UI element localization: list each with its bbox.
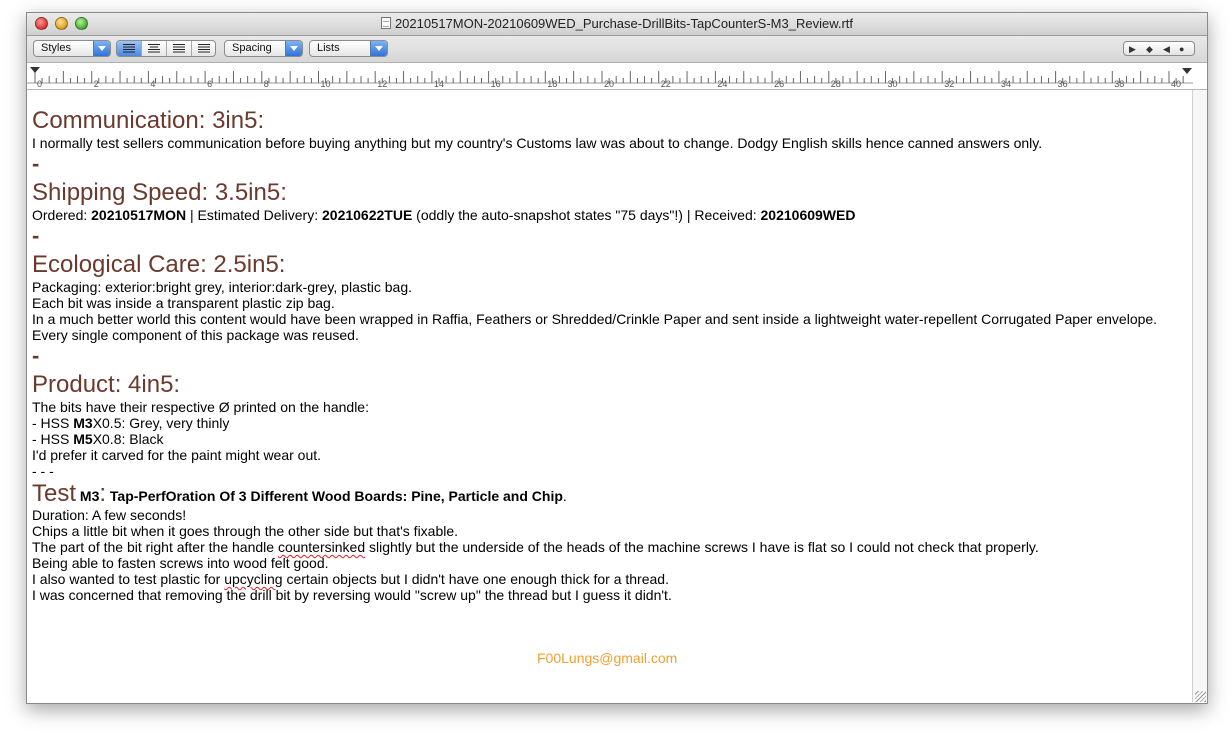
window-title-wrap (27, 16, 1207, 31)
document-window (26, 12, 1208, 704)
ordered-date: 20210517MON (91, 207, 187, 223)
ruler-label: 2 (93, 79, 99, 89)
resize-grip-icon[interactable] (1195, 691, 1206, 702)
ruler-label: 22 (660, 79, 671, 89)
estimated-label: | Estimated Delivery: (186, 207, 322, 223)
test-line: I was concerned that removing the drill bit by reversing would "screw up" the thread but I guess it didn't. (32, 587, 672, 603)
product-line: I'd prefer it carved for the paint might wear out. (32, 447, 322, 463)
separator-dash: - (32, 223, 40, 248)
ruler-scale (27, 63, 1207, 89)
ruler-label: 28 (830, 79, 841, 89)
ruler-label: 0 (37, 79, 43, 89)
product-m5-prefix: - HSS (32, 431, 74, 447)
product-m5-desc: X0.8: Black (92, 431, 164, 447)
test-heading (32, 480, 567, 510)
ruler-label: 32 (944, 79, 955, 89)
separator-dash: - (32, 151, 40, 176)
lists-label: Lists (317, 42, 340, 54)
test-heading-period: . (562, 488, 567, 504)
justify-icon (173, 44, 185, 53)
ruler-label: 12 (377, 79, 388, 89)
ecological-line: In a much better world this content would have been wrapped in Raffia, Feathers or Shredded/Crinkle Paper and sent inside a lightweight water-repellent Corrugated Paper envelope. (32, 311, 1158, 327)
shipping-note: (oddly the auto-snapshot states "75 days"!) | Received: (412, 207, 761, 223)
shipping-text (32, 207, 855, 223)
spacing-popup[interactable] (224, 40, 303, 57)
chevron-down-icon (93, 41, 110, 56)
ordered-label: Ordered: (32, 207, 92, 223)
ruler-label: 20 (604, 79, 615, 89)
decimal-tab-icon[interactable]: ● (1179, 44, 1185, 54)
ruler-label: 4 (150, 79, 156, 89)
author-email[interactable]: F00Lungs@gmail.com (537, 650, 678, 666)
align-left-icon (123, 44, 135, 53)
align-right-button[interactable] (192, 41, 216, 56)
chevron-down-icon (370, 41, 387, 56)
ruler-label: 16 (490, 79, 501, 89)
test-line: Chips a little bit when it goes through the other side but that's fixable. (32, 523, 459, 539)
ruler-label: 34 (1000, 79, 1011, 89)
ruler-label: 38 (1114, 79, 1125, 89)
test-line3-post: slightly but the underside of the heads of the machine screws I have is flat so I could not check that properly. (365, 539, 1039, 555)
styles-label: Styles (41, 42, 71, 54)
test-heading-subtitle: Tap-PerfOration Of 3 Different Wood Boards: Pine, Particle and Chip (106, 488, 563, 504)
window-title: 20210517MON-20210609WED_Purchase-DrillBits-TapCounterS-M3_Review.rtf (394, 16, 854, 31)
product-m3-prefix: - HSS (32, 415, 74, 431)
center-tab-icon[interactable]: ◆ (1146, 44, 1153, 54)
indent-marker-icon (30, 67, 40, 73)
vertical-scrollbar[interactable] (1192, 90, 1207, 702)
misspelled-word[interactable]: countersinked (277, 539, 366, 555)
align-center-button[interactable] (142, 41, 167, 56)
tab-stop-controls (1123, 41, 1195, 56)
test-line5-post: certain objects but I didn't have one enough thick for a thread. (282, 571, 669, 587)
test-line5-pre: I also wanted to test plastic for (32, 571, 225, 587)
test-heading-colon: : (99, 480, 107, 507)
styles-popup[interactable] (33, 40, 111, 57)
product-line (32, 415, 229, 431)
separator-dash: - (32, 343, 40, 368)
product-m3-desc: X0.5: Grey, very thinly (92, 415, 230, 431)
document-text-area[interactable] (32, 90, 1192, 702)
ecological-line: Packaging: exterior:bright grey, interior:dark-grey, plastic bag. (32, 279, 412, 295)
align-center-icon (148, 44, 160, 53)
communication-heading: Communication: 3in5: (32, 107, 265, 134)
test-heading-m3: M3 (76, 488, 100, 504)
document-icon (381, 17, 391, 29)
right-tab-icon[interactable]: ◀ (1163, 44, 1170, 54)
test-line3-pre: The part of the bit right after the handle (32, 539, 278, 555)
format-toolbar (27, 36, 1207, 63)
right-margin-marker-icon (1182, 68, 1192, 74)
ruler-label: 18 (547, 79, 558, 89)
test-line (32, 539, 1039, 555)
shipping-heading: Shipping Speed: 3.5in5: (32, 179, 287, 206)
chevron-down-icon (285, 41, 302, 56)
communication-text: I normally test sellers communication before buying anything but my country's Customs law was about to change. Dodgy English skills hence canned answers only. (32, 135, 1043, 151)
triple-dash-separator: - - - (32, 463, 54, 479)
left-tab-icon[interactable]: ▶ (1129, 44, 1136, 54)
ecological-heading: Ecological Care: 2.5in5: (32, 251, 286, 278)
estimated-date: 20210622TUE (322, 207, 413, 223)
test-heading-word: Test (32, 480, 77, 507)
spacing-label: Spacing (232, 42, 272, 54)
product-line (32, 431, 164, 447)
product-m3-size: M3 (73, 415, 93, 431)
ecological-line: Each bit was inside a transparent plastic zip bag. (32, 295, 335, 311)
ruler-label: 10 (320, 79, 331, 89)
align-right-icon (198, 44, 210, 53)
product-heading: Product: 4in5: (32, 371, 181, 398)
alignment-control (116, 40, 216, 57)
ruler-label: 24 (717, 79, 728, 89)
test-line (32, 571, 669, 587)
misspelled-word[interactable]: upcycling (224, 571, 283, 587)
ruler-label: 14 (433, 79, 444, 89)
ruler-label: 36 (1057, 79, 1068, 89)
received-date: 20210609WED (760, 207, 856, 223)
ecological-line: Every single component of this package was reused. (32, 327, 359, 343)
title-bar[interactable] (27, 13, 1207, 36)
product-m5-size: M5 (73, 431, 93, 447)
ruler-label: 30 (887, 79, 898, 89)
test-line: Duration: A few seconds! (32, 507, 187, 523)
align-left-button[interactable] (117, 41, 142, 56)
ruler-label: 40 (1171, 79, 1182, 89)
ruler-label: 26 (774, 79, 785, 89)
ruler-label: 8 (263, 79, 269, 89)
product-line: The bits have their respective Ø printed on the handle: (32, 399, 369, 415)
ruler[interactable] (27, 63, 1207, 90)
lists-popup[interactable] (309, 40, 388, 57)
test-line: Being able to fasten screws into wood felt good. (32, 555, 329, 571)
justify-button[interactable] (167, 41, 192, 56)
ruler-label: 6 (207, 79, 213, 89)
